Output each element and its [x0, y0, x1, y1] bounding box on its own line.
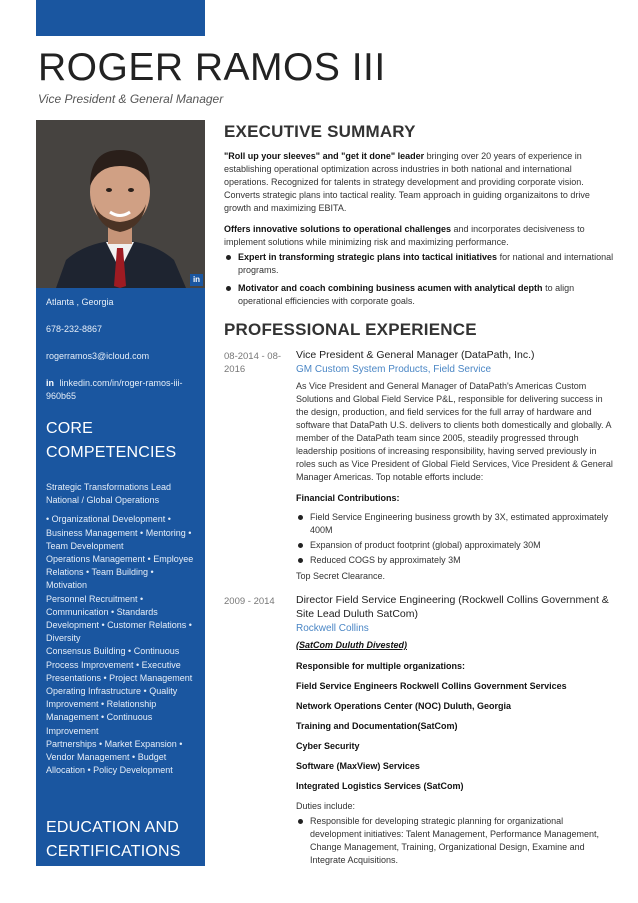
competencies-list [36, 481, 205, 777]
summary-text: bringing over 20 years of experience in establishing operational optimization across industries in both national and international operations. Recognized for talents in strategy development and providing corporate vision. Converts strategic plans into tactical reality. Team approach in guiding organizaitons to drive growth and maximizing EBITA. [224, 151, 590, 213]
linkedin-icon: in [46, 378, 54, 388]
financial-list [296, 511, 614, 567]
job-entry [224, 348, 614, 583]
competency-group: Partnerships • Market Expansion • Vendor Management • Budget Allocation • Policy Development [46, 738, 183, 776]
financial-item: Reduced COGS by approximately 3M [310, 554, 614, 567]
org-item: Network Operations Center (NOC) Duluth, Georgia [296, 701, 512, 711]
linkedin-url[interactable]: linkedin.com/in/roger-ramos-iii-960b65 [46, 378, 183, 401]
duties-list [296, 815, 614, 867]
competency-group: Strategic Transformations Lead National / Global Operations [46, 482, 172, 506]
professional-experience-heading: PROFESSIONAL EXPERIENCE [224, 320, 477, 339]
job-company: GM Custom System Products, Field Service [296, 364, 492, 375]
executive-summary-heading: EXECUTIVE SUMMARY [224, 122, 416, 141]
main-content [224, 120, 614, 869]
job-description: As Vice President and General Manager of DataPath's Americas Custom Solutions and Global Field Service P&L, responsible for delivering success in the design, production, and field services for the full array of hardware and software that DataPath U.S. delivers to clients both domestically and globally. A member of the DataPath team since 2005, steadily progressed through leadership positions of increasing responsibility, having served previously in roles such as Vice President of Global Field Services, Vice President & General Manager Americas. Top notable efforts include: [296, 381, 613, 482]
candidate-title: Vice President & General Manager [38, 92, 224, 106]
job-dates: 08-2014 - 08-2016 [224, 351, 282, 375]
linkedin-link[interactable] [46, 377, 195, 403]
clearance: Top Secret Clearance. [296, 571, 386, 581]
summary-bullet [238, 282, 614, 308]
summary-paragraph [224, 150, 614, 215]
divested-note: (SatCom Duluth Divested) [296, 640, 408, 650]
job-dates: 2009 - 2014 [224, 596, 275, 607]
competency-group: Operations Management • Employee Relations • Team Building • Motivation [46, 554, 194, 591]
bullet-highlight: Motivator and coach combining business acumen with analytical depth [238, 283, 543, 293]
summary-bullet [238, 251, 614, 277]
org-item: Integrated Logistics Services (SatCom) [296, 781, 464, 791]
org-item: Responsible for multiple organizations: [296, 661, 466, 671]
summary-highlight: "Roll up your sleeves" and "get it done" leader [224, 151, 425, 161]
phone[interactable]: 678-232-8867 [46, 324, 103, 334]
summary-highlight: Offers innovative solutions to operational challenges [224, 224, 452, 234]
summary-bullets [224, 251, 614, 308]
profile-photo [36, 120, 205, 288]
job-role: Director Field Service Engineering (Rockwell Collins Government & Site Lead Duluth SatCom) [296, 594, 609, 620]
header-accent-bar [36, 0, 205, 36]
job-company: Rockwell Collins [296, 623, 369, 634]
financial-item: Field Service Engineering business growth by 3X, estimated approximately 400M [310, 511, 614, 537]
education-heading: EDUCATION AND CERTIFICATIONS [46, 819, 181, 860]
summary-text: and incorporates decisiveness to implement solutions while minimizing risk and maximizing performance. [224, 224, 585, 247]
duties-intro: Duties include: [296, 801, 356, 811]
bullet-text: to align operational efficiencies with corporate goals. [238, 283, 575, 306]
job-entry [224, 593, 614, 867]
competency-group: • Organizational Development • Business Management • Mentoring • Team Development [46, 514, 192, 551]
contact-info [36, 288, 205, 403]
competency-group: Consensus Building • Continuous Process Improvement • Executive Presentations • Project Management [46, 646, 193, 683]
bullet-highlight: Expert in transforming strategic plans into tactical initiatives [238, 252, 498, 262]
competency-group: Operating Infrastructure • Quality Improvement • Relationship Management • Continuous Improvement [46, 686, 178, 736]
candidate-name: ROGER RAMOS III [38, 46, 386, 89]
summary-paragraph [224, 223, 614, 249]
org-item: Field Service Engineers Rockwell Collins Government Services [296, 681, 567, 691]
org-item: Cyber Security [296, 741, 360, 751]
competency-group: Personnel Recruitment • Communication • Standards Development • Customer Relations • Diversity [46, 593, 192, 644]
financial-heading: Financial Contributions: [296, 493, 400, 503]
sidebar [36, 120, 205, 866]
job-role: Vice President & General Manager (DataPath, Inc.) [296, 349, 535, 361]
org-item: Software (MaxView) Services [296, 761, 420, 771]
duty-item: Responsible for developing strategic planning for organizational development initiatives: Talent Management, Performance Management, Change Management, Training, Organizational Design, Examine and Integrate Acquisitions. [310, 815, 614, 867]
core-competencies-heading: CORE COMPETENCIES [46, 420, 177, 461]
linkedin-icon: in [190, 274, 203, 286]
location: Atlanta , Georgia [46, 297, 114, 307]
executive-summary [224, 150, 614, 308]
bullet-text: for national and international programs. [238, 252, 614, 275]
org-item: Training and Documentation(SatCom) [296, 721, 458, 731]
financial-item: Expansion of product footprint (global) approximately 30M [310, 539, 614, 552]
email[interactable]: rogerramos3@icloud.com [46, 351, 150, 361]
